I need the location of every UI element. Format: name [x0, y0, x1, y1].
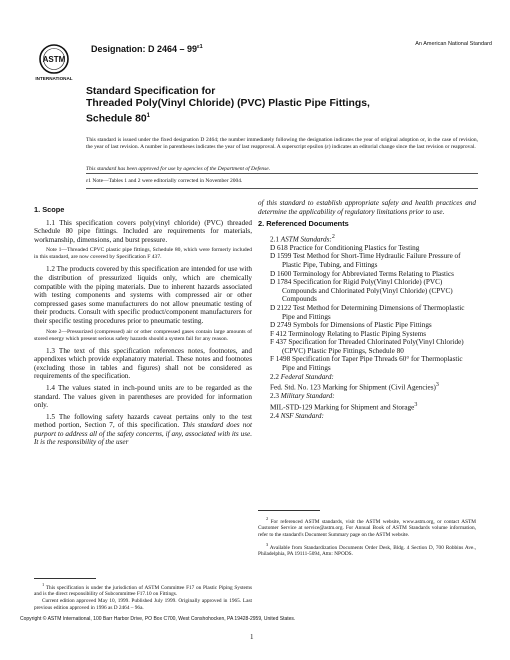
- page-title: [86, 86, 426, 125]
- issuance-statement: This standard is issued under the fixed designation D 2464; the number immediately following the designation indicates the year of original adoption or, in the case of revision, the year of last revision. A number in parentheses indicates the year of last reapproval. A superscript epsilon (ε) indicates an editorial change since the last revision or reapproval.: [86, 137, 478, 151]
- title-line-2: Threaded Poly(Vinyl Chloride) (PVC) Plastic Pipe Fittings,: [86, 98, 370, 109]
- reference-item: D 2122 Test Method for Determining Dimensions of Thermoplastic Pipe and Fittings: [270, 303, 465, 321]
- paragraph-1-5-continued: of this standard to establish appropriate safety and health practices and determine the applicability of regulatory limitations prior to use.: [258, 199, 476, 216]
- reference-item: F 437 Specification for Threaded Chlorinated Poly(Vinyl Chloride) (CPVC) Plastic Pipe Fittings, Schedule 80: [270, 338, 464, 355]
- section-heading-scope: 1. Scope: [34, 205, 65, 214]
- note-1: Note 1—Threaded CPVC plastic pipe fittings, Schedule 80, which were formerly included in this standard, are now covered by Specification F 437.: [34, 247, 252, 261]
- reference-item: D 1600 Terminology for Abbreviated Terms Relating to Plastics: [270, 269, 454, 278]
- paragraph-1-5: [34, 413, 252, 447]
- nsf-standard-heading: [258, 412, 476, 421]
- footnote-1-edition: Current edition approved May 10, 1999. Published July 1999. Originally approved in 1965. Last previous edition approved in 1996 as D 2464 – 96a.: [34, 598, 252, 611]
- section-heading-references: 2. Referenced Documents: [258, 219, 349, 229]
- federal-standard-number: 2.2: [270, 372, 279, 381]
- divider: [86, 188, 478, 189]
- nsf-standard-number: 2.4: [270, 411, 279, 420]
- military-standard-heading: [258, 392, 476, 401]
- left-column: [34, 206, 252, 450]
- title-sup: 1: [146, 113, 150, 119]
- paragraph-1-5-caveat: This standard does not purport to address all of the safety concerns, if any, associated with its use. It is the responsibility of the user: [34, 421, 252, 447]
- reference-item: F 412 Terminology Relating to Plastic Piping Systems: [270, 329, 427, 338]
- divider: [86, 173, 478, 174]
- footnote-rule: [258, 510, 320, 511]
- copyright: Copyright © ASTM International, 100 Barr Harbor Drive, PO Box C700, West Conshohocken, PA 19428-2959, United States.: [20, 616, 296, 622]
- federal-standard-sup: 3: [435, 382, 439, 389]
- paragraph-1-4: 1.4 The values stated in inch-pound units are to be regarded as the standard. The values given in parentheses are provided for information only.: [34, 383, 252, 410]
- footnotes-right: [258, 516, 476, 561]
- footnote-1-text: This specification is under the jurisdiction of ASTM Committee F17 on Plastic Piping Systems and is the direct responsibility of Subcommittee F17.10 on Fittings.: [34, 584, 253, 598]
- reference-item: D 1599 Test Method for Short-Time Hydraulic Failure Pressure of Plastic Pipe, Tubing, and Fittings: [270, 252, 461, 269]
- designation-text: Designation: D 2464 – 99: [91, 44, 198, 54]
- designation: [91, 44, 203, 54]
- federal-standard-item: [270, 381, 476, 392]
- american-national-standard: An American National Standard: [415, 41, 492, 47]
- military-standard-sup: 3: [414, 401, 418, 408]
- svg-text:ASTM: ASTM: [42, 55, 66, 64]
- paragraph-1-1: 1.1 This specification covers poly(vinyl chloride) (PVC) threaded Schedule 80 pipe fittings. Included are requirements for materials, workmanship, dimensions, and burst pressure.: [34, 218, 252, 244]
- reference-item: D 1784 Specification for Rigid Poly(Vinyl Chloride) (PVC) Compounds and Chlorinated Poly(Vinyl Chloride) (CPVC) Compounds: [270, 278, 453, 304]
- astm-standards-sup: 2: [331, 233, 335, 240]
- astm-reference-list: [258, 244, 476, 373]
- title-line-3-text: Schedule 80: [86, 113, 147, 125]
- reference-item: F 1498 Specification for Taper Pipe Threads 60° for Thermoplastic Pipe and Fittings: [270, 355, 463, 373]
- footnote-3-text: Available from Standardization Documents Order Desk, Bldg. 4 Section D, 700 Robbins Ave., Philadelphia, PA 19111-5094, Attn: NPODS.: [258, 544, 476, 558]
- footnote-2-text: For referenced ASTM standards, visit the ASTM website, www.astm.org, or contact ASTM Customer Service at service@astm.org. For Annual Book of ASTM Standards volume information, refer to the standard's Document Summary page on the ASTM website.: [258, 518, 477, 539]
- federal-standard-heading: [258, 373, 476, 382]
- footnote-1: $^1$ This specification is under the jurisdiction of ASTM Committee F17 on Plastic Piping Systems and is the direct responsibility of Subcommittee F17.10 on Fittings.: [34, 582, 253, 598]
- military-standard-item: [270, 401, 476, 412]
- footnote-rule: [34, 578, 96, 579]
- reference-item: D 2749 Symbols for Dimensions of Plastic Pipe Fittings: [270, 321, 432, 330]
- title-line-3: [86, 110, 426, 125]
- right-column: [258, 199, 476, 420]
- nsf-standard-title: NSF Standard:: [280, 411, 324, 420]
- designation-sup: ε1: [197, 44, 203, 50]
- reference-item: D 618 Practice for Conditioning Plastics for Testing: [270, 243, 420, 252]
- astm-logo-icon: [34, 42, 74, 82]
- paragraph-1-5-text: 1.5 The following safety hazards caveat pertains only to the test method portion, Section 7, of this specification.: [34, 412, 252, 430]
- note-2: Note 2—Pressurized (compressed) air or other compressed gases contain large amounts of stored energy which present serious safety hazards should a system fail for any reason.: [34, 328, 252, 342]
- footnote-2: $^2$ For referenced ASTM standards, visit the ASTM website, www.astm.org, or contact ASTM Customer Service at service@astm.org. For Annual Book of ASTM Standards volume information, refer to the standard's Document Summary page on the ASTM website.: [258, 516, 477, 539]
- paragraph-1-2: 1.2 The products covered by this specification are intended for use with the distribution of pressurized liquids only, which are chemically compatible with the piping materials. Due to inherent hazards associated with testing components and systems with compressed air or other compressed gases some manufacturers do not allow pneumatic testing of their products. Consult with specific product/component manufacturers for their specific testing procedures prior to pneumatic testing.: [34, 265, 252, 325]
- page-number: 1: [250, 633, 254, 641]
- military-standard-text: MIL-STD-129 Marking for Shipment and Storage: [270, 403, 415, 412]
- approval-statement: This standard has been approved for use by agencies of the Department of Defense.: [86, 166, 271, 172]
- title-line-1: Standard Specification for: [86, 86, 216, 97]
- svg-text:INTERNATIONAL: INTERNATIONAL: [35, 76, 73, 81]
- paragraph-1-3: 1.3 The text of this specification references notes, footnotes, and appendixes which provide explanatory material. These notes and footnotes (excluding those in tables and figures) shall not be considered as requirements of the specification.: [34, 346, 252, 381]
- footnote-3: $^3$ Available from Standardization Documents Order Desk, Bldg. 4 Section D, 700 Robbins Ave., Philadelphia, PA 19111-5094, Attn: NPODS.: [258, 541, 476, 558]
- footnotes-left: [34, 582, 252, 612]
- military-standard-number: 2.3: [270, 392, 279, 401]
- astm-standards-title: ASTM Standards:: [280, 235, 332, 244]
- astm-standards-heading: [258, 233, 476, 244]
- editorial-note: ε1 Note—Tables 1 and 2 were editorially corrected in November 2004.: [86, 178, 243, 184]
- federal-standard-text: Fed. Std. No. 123 Marking for Shipment (Civil Agencies): [270, 383, 436, 392]
- astm-standards-number: 2.1: [270, 235, 279, 244]
- military-standard-title: Military Standard:: [280, 392, 335, 401]
- federal-standard-title: Federal Standard:: [280, 372, 334, 381]
